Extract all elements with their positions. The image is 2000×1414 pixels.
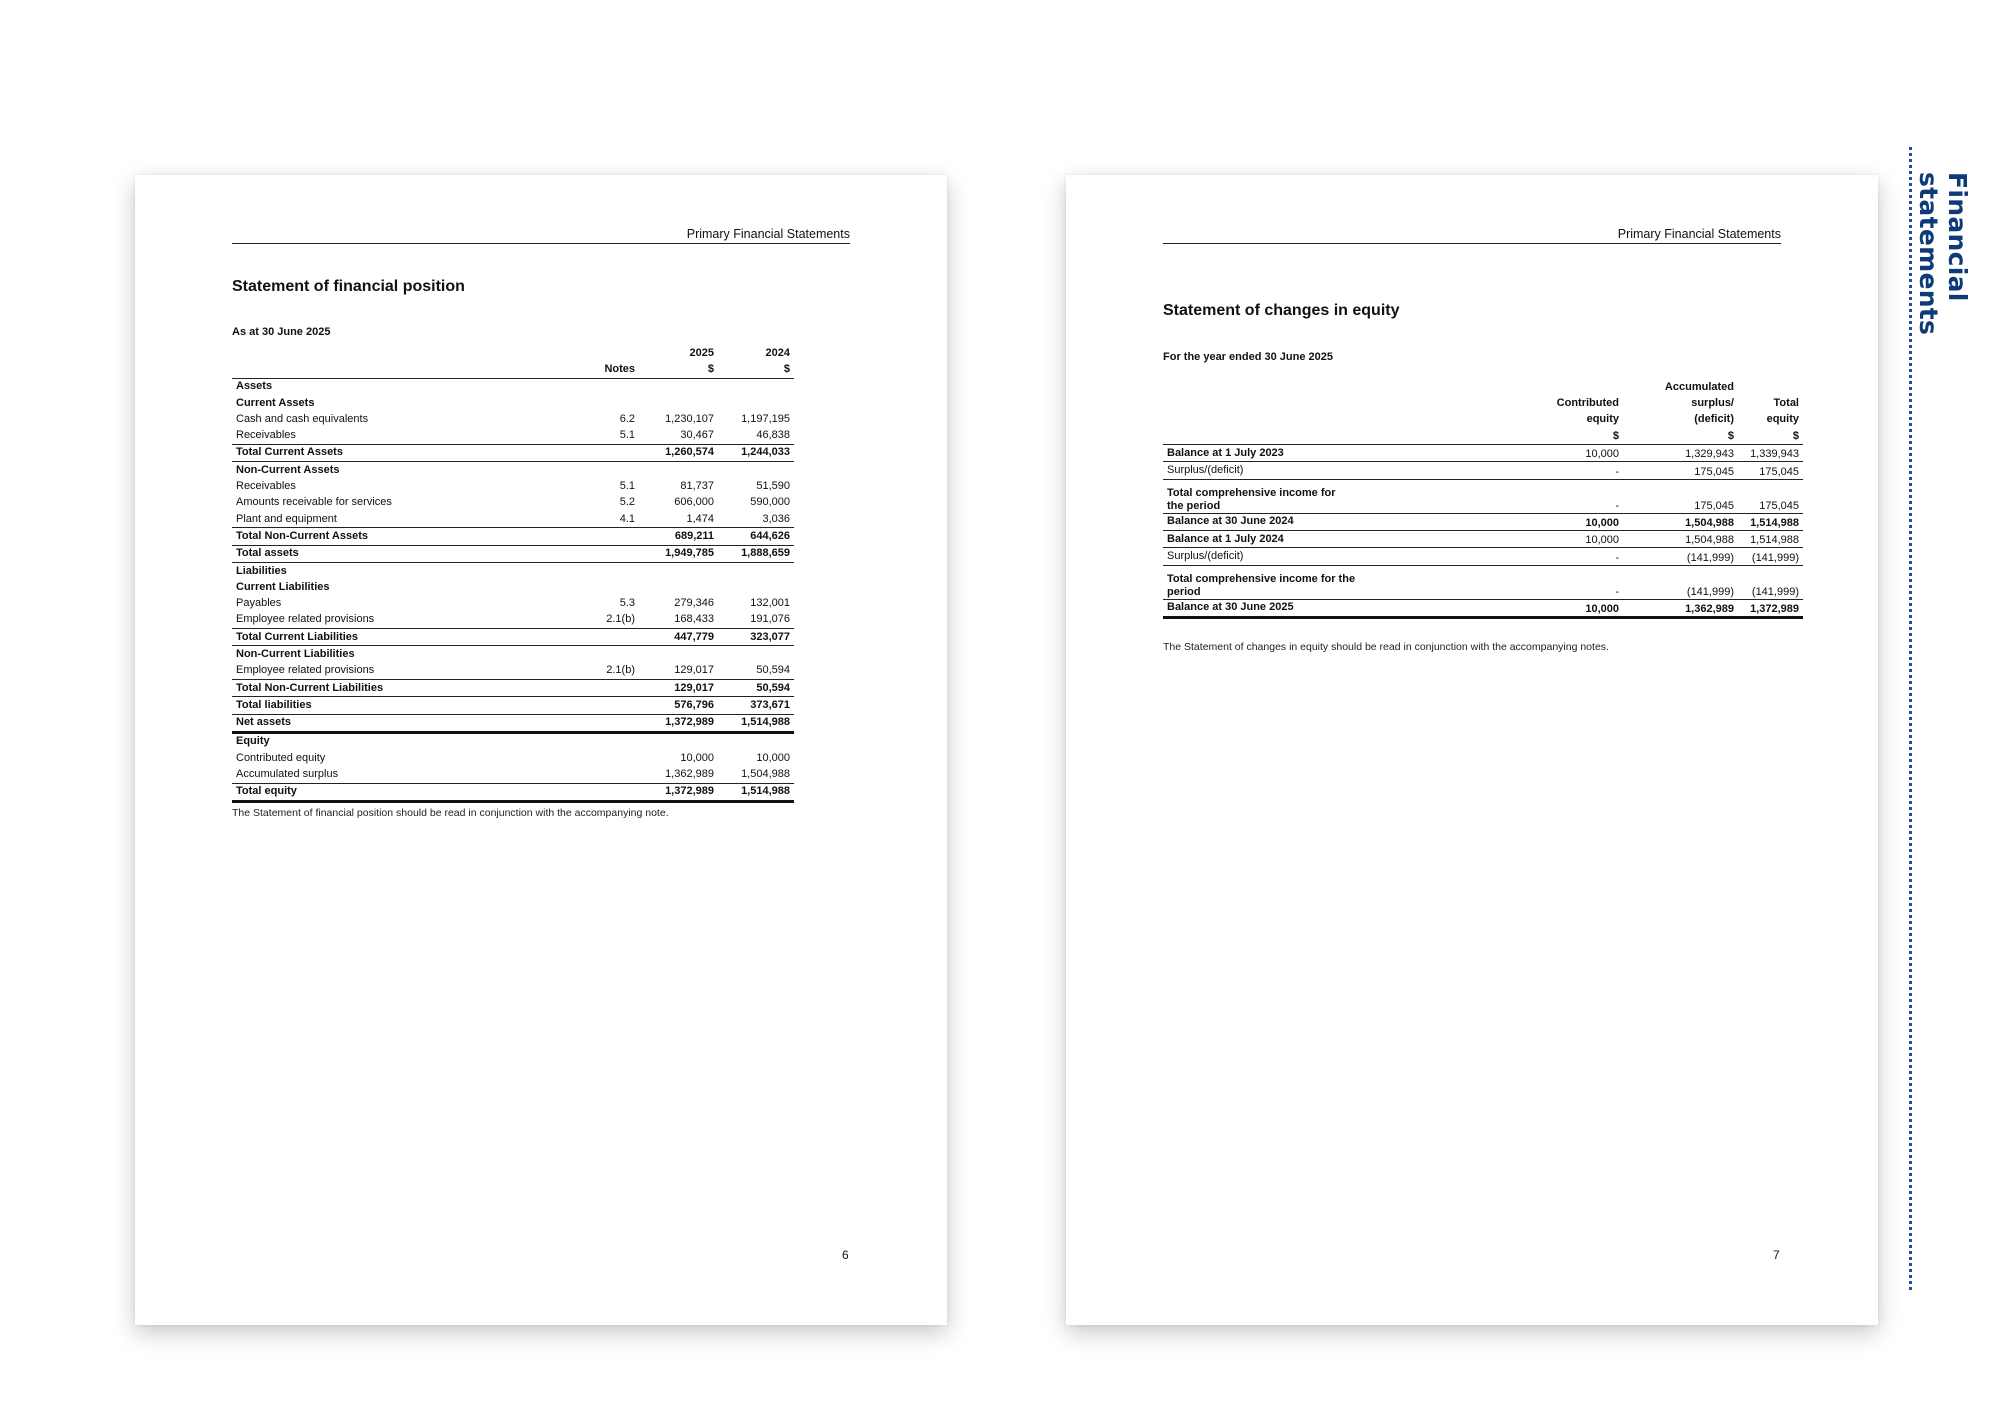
table-row [232, 411, 794, 427]
column-header: $ [1623, 428, 1738, 445]
value-2025: 1,474 [686, 512, 714, 525]
section-title: Financial statements [1914, 172, 1972, 336]
row-note: 4.1 [619, 512, 635, 525]
value-2024 [718, 395, 794, 411]
row-label: Current Liabilities [236, 580, 330, 593]
row-label: Total equity [232, 783, 587, 801]
column-header [1738, 379, 1803, 395]
table-header-row [232, 361, 794, 378]
value-c2: - [1513, 462, 1623, 479]
value-2025: 1,260,574 [639, 444, 718, 461]
page-number: 7 [1773, 1248, 1780, 1262]
value-2025: 10,000 [680, 751, 714, 764]
table-row [232, 663, 794, 680]
value-2025 [639, 395, 718, 411]
row-note [587, 545, 639, 562]
value-2024: 1,514,988 [718, 714, 794, 732]
row-label-line: Balance at 1 July 2024 [1167, 532, 1284, 545]
value-2025 [639, 462, 718, 479]
table-header-row [1163, 395, 1803, 411]
row-label-line: Surplus/(deficit) [1167, 550, 1244, 563]
table-header-row [1163, 428, 1803, 445]
value-2025: 576,796 [639, 697, 718, 714]
table-row [232, 595, 794, 611]
row-label: Liabilities [236, 564, 287, 577]
row-label: Total Current Assets [232, 444, 587, 461]
row-label: Current Assets [236, 396, 315, 409]
row-label-line: Balance at 30 June 2025 [1167, 601, 1294, 614]
row-note: 2.1(b) [606, 613, 635, 626]
value-2025: 689,211 [639, 528, 718, 545]
table-row [1163, 462, 1803, 479]
value-c2: 10,000 [1513, 599, 1623, 617]
table-row [232, 395, 794, 411]
changes-in-equity-table [1163, 379, 1803, 619]
value-2024: 1,514,988 [718, 783, 794, 801]
row-label: Receivables [236, 429, 296, 442]
statement-title: Statement of changes in equity [1163, 302, 1400, 319]
value-c4: 1,514,988 [1738, 531, 1803, 548]
value-c4: 175,045 [1738, 462, 1803, 479]
table-row [232, 511, 794, 528]
value-c4: 175,045 [1738, 479, 1803, 513]
table-row [232, 714, 794, 732]
row-note [587, 462, 639, 479]
row-label: Non-Current Liabilities [236, 647, 355, 660]
column-header: $ [1513, 428, 1623, 445]
row-label: Net assets [232, 714, 587, 732]
value-c4: (141,999) [1738, 548, 1803, 565]
row-label-line: Surplus/(deficit) [1167, 464, 1244, 477]
value-2024: 1,888,659 [718, 545, 794, 562]
value-2024 [718, 732, 794, 750]
column-header: surplus/ [1691, 396, 1734, 409]
value-c4: 1,372,989 [1738, 599, 1803, 617]
row-label-line: the period [1167, 499, 1221, 512]
value-2025: 129,017 [674, 664, 714, 677]
value-2025: 1,949,785 [639, 545, 718, 562]
row-label: Amounts receivable for services [236, 496, 392, 509]
value-2024: 590,000 [750, 496, 790, 509]
table-row [232, 579, 794, 595]
table-row [232, 462, 794, 479]
value-2024: 1,244,033 [718, 444, 794, 461]
value-c3: 1,504,988 [1623, 513, 1738, 530]
column-header [1163, 395, 1513, 411]
row-label: Accumulated surplus [236, 768, 339, 781]
value-c2: 10,000 [1513, 513, 1623, 530]
row-label [1163, 513, 1513, 530]
table-row [1163, 445, 1803, 462]
value-2024: 132,001 [750, 597, 790, 610]
row-label: Total liabilities [232, 697, 587, 714]
column-header: equity [1586, 413, 1619, 426]
value-2025: 30,467 [680, 429, 714, 442]
col-unit: $ [718, 361, 794, 378]
value-2025: 606,000 [674, 496, 714, 509]
table-row [232, 612, 794, 629]
table-row [232, 732, 794, 750]
column-header: equity [1766, 413, 1799, 426]
table-header-row [1163, 379, 1803, 395]
value-c3: 1,504,988 [1623, 531, 1738, 548]
row-label: Plant and equipment [236, 512, 337, 525]
value-c4: 1,339,943 [1738, 445, 1803, 462]
value-2025: 279,346 [674, 597, 714, 610]
row-label-line: Balance at 1 July 2023 [1167, 446, 1284, 459]
column-header: $ [1738, 428, 1803, 445]
row-label: Payables [236, 597, 282, 610]
value-2024: 3,036 [762, 512, 790, 525]
row-note: 2.1(b) [606, 664, 635, 677]
table-header-row [232, 345, 794, 361]
value-2025 [639, 732, 718, 750]
row-note [587, 629, 639, 646]
table-row [232, 562, 794, 579]
value-c4: 1,514,988 [1738, 513, 1803, 530]
value-2025 [639, 579, 718, 595]
page-header: Primary Financial Statements [1163, 227, 1781, 244]
row-note: 5.3 [619, 597, 635, 610]
value-2024: 323,077 [718, 629, 794, 646]
table-row [232, 697, 794, 714]
row-label-line: period [1167, 585, 1201, 598]
statement-title: Statement of financial position [232, 278, 465, 295]
value-2024: 644,626 [718, 528, 794, 545]
row-note: 5.1 [619, 429, 635, 442]
row-label: Total assets [232, 545, 587, 562]
row-label: Total Current Liabilities [232, 629, 587, 646]
table-row [232, 444, 794, 461]
value-2024: 50,594 [756, 664, 790, 677]
row-note [587, 766, 639, 783]
table-row [232, 783, 794, 801]
value-2025: 1,362,989 [665, 768, 714, 781]
value-2025: 1,372,989 [639, 783, 718, 801]
value-2024: 46,838 [756, 429, 790, 442]
row-label [1163, 445, 1513, 462]
value-c3: 175,045 [1623, 479, 1738, 513]
table-row [232, 528, 794, 545]
value-c3: (141,999) [1623, 565, 1738, 599]
statement-subtitle: As at 30 June 2025 [232, 326, 331, 338]
table-row [232, 766, 794, 783]
column-header: Contributed [1556, 396, 1619, 409]
row-label: Receivables [236, 480, 296, 493]
column-header: Total [1773, 396, 1799, 409]
value-2025: 129,017 [639, 679, 718, 696]
value-2024: 10,000 [756, 751, 790, 764]
row-label: Non-Current Assets [236, 463, 340, 476]
table-row [232, 679, 794, 696]
value-2025: 1,372,989 [639, 714, 718, 732]
table-row [1163, 565, 1803, 599]
column-header [1163, 412, 1513, 428]
row-label [1163, 599, 1513, 617]
row-note [587, 732, 639, 750]
row-label [1163, 565, 1513, 599]
table-row [232, 750, 794, 766]
row-note [587, 528, 639, 545]
value-2025: 447,779 [639, 629, 718, 646]
table-row [232, 629, 794, 646]
value-2025: 168,433 [674, 613, 714, 626]
row-label [1163, 462, 1513, 479]
column-header [1163, 428, 1513, 445]
row-note [587, 444, 639, 461]
page-number: 6 [842, 1248, 849, 1262]
row-note [587, 714, 639, 732]
row-label: Equity [236, 735, 270, 748]
value-2024: 373,671 [718, 697, 794, 714]
column-header: (deficit) [1694, 413, 1734, 426]
row-note [587, 378, 639, 395]
page-header: Primary Financial Statements [232, 227, 850, 244]
column-header [1513, 379, 1623, 395]
row-note [587, 579, 639, 595]
row-note: 5.1 [619, 480, 635, 493]
financial-position-table [232, 345, 794, 803]
value-2024: 1,197,195 [741, 412, 790, 425]
row-note [587, 562, 639, 579]
column-header: Accumulated [1664, 380, 1734, 393]
row-label: Employee related provisions [236, 613, 375, 626]
row-note: 5.2 [619, 496, 635, 509]
row-note [587, 750, 639, 766]
col-header-2025: 2025 [689, 346, 714, 359]
value-2025: 1,230,107 [665, 412, 714, 425]
row-label: Total Non-Current Assets [232, 528, 587, 545]
row-label-line: Total comprehensive income for [1167, 486, 1336, 499]
value-2025 [639, 646, 718, 663]
col-unit: $ [639, 361, 718, 378]
row-label: Employee related provisions [236, 664, 375, 677]
row-note [587, 395, 639, 411]
value-c3: 1,362,989 [1623, 599, 1738, 617]
value-2025: 81,737 [680, 480, 714, 493]
table-row [232, 427, 794, 444]
table-row [232, 545, 794, 562]
row-label-line: Balance at 30 June 2024 [1167, 515, 1294, 528]
value-2025 [639, 562, 718, 579]
dotted-divider [1909, 147, 1912, 1290]
table-row [232, 495, 794, 511]
row-note [587, 697, 639, 714]
row-note: 6.2 [619, 412, 635, 425]
row-label [1163, 548, 1513, 565]
row-note [587, 646, 639, 663]
table-header-row [1163, 412, 1803, 428]
table-row [1163, 479, 1803, 513]
value-c2: - [1513, 479, 1623, 513]
value-2024 [718, 579, 794, 595]
value-c2: 10,000 [1513, 445, 1623, 462]
page-6 [135, 175, 947, 1325]
table-row [1163, 599, 1803, 617]
value-c4: (141,999) [1738, 565, 1803, 599]
table-row [1163, 513, 1803, 530]
table-row [232, 478, 794, 494]
value-c2: - [1513, 548, 1623, 565]
col-header-notes: Notes [587, 361, 639, 378]
table-row [1163, 548, 1803, 565]
row-label: Cash and cash equivalents [236, 412, 369, 425]
statement-subtitle: For the year ended 30 June 2025 [1163, 351, 1333, 363]
value-c3: 1,329,943 [1623, 445, 1738, 462]
table-row [232, 646, 794, 663]
row-label: Assets [236, 380, 273, 393]
row-label [1163, 479, 1513, 513]
row-note [587, 783, 639, 801]
table-row [1163, 531, 1803, 548]
value-c2: - [1513, 565, 1623, 599]
value-2024: 51,590 [756, 480, 790, 493]
value-2024: 50,594 [718, 679, 794, 696]
value-2024: 191,076 [750, 613, 790, 626]
row-note [587, 679, 639, 696]
value-2024 [718, 646, 794, 663]
value-c2: 10,000 [1513, 531, 1623, 548]
row-label [1163, 531, 1513, 548]
table-row [232, 378, 794, 395]
value-2024 [718, 378, 794, 395]
row-label-line: Total comprehensive income for the [1167, 572, 1356, 585]
col-header-2024: 2024 [765, 346, 790, 359]
value-2024 [718, 562, 794, 579]
value-c3: (141,999) [1623, 548, 1738, 565]
value-2024 [718, 462, 794, 479]
row-label: Total Non-Current Liabilities [232, 679, 587, 696]
footnote: The Statement of changes in equity should be read in conjunction with the accompanying notes. [1163, 641, 1609, 653]
row-label: Contributed equity [236, 751, 326, 764]
value-2024: 1,504,988 [741, 768, 790, 781]
column-header [1163, 379, 1513, 395]
value-2025 [639, 378, 718, 395]
page-7 [1066, 175, 1878, 1325]
footnote: The Statement of financial position should be read in conjunction with the accompanying note. [232, 807, 669, 819]
value-c3: 175,045 [1623, 462, 1738, 479]
